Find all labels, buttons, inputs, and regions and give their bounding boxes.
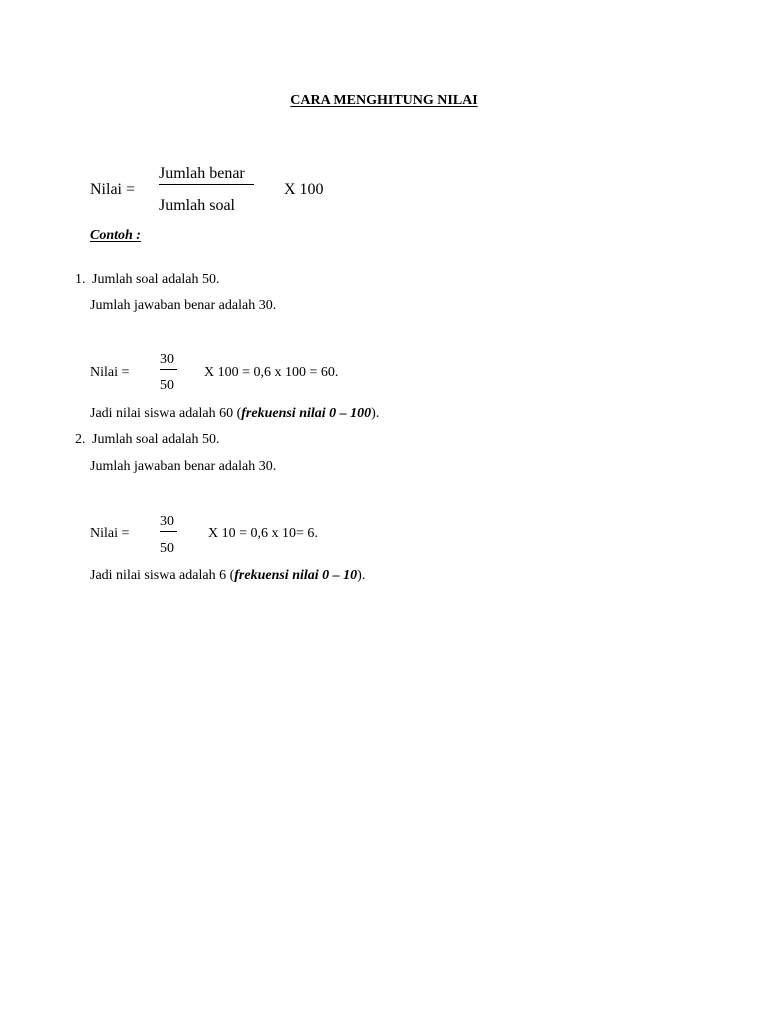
example-1-number: 1. — [75, 272, 86, 287]
example-heading: Contoh : — [90, 228, 141, 243]
formula-numerator: Jumlah benar — [159, 165, 245, 182]
formula-label: Nilai = — [90, 181, 136, 198]
example-2-number: 2. — [75, 432, 86, 447]
example-1-calc-label: Nilai = — [90, 365, 130, 380]
example-1-fraction-bar — [160, 369, 177, 370]
example-2-calc-result: X 10 = 0,6 x 10= 6. — [208, 526, 318, 541]
formula-multiplier: X 100 — [284, 181, 324, 198]
formula-denominator: Jumlah soal — [159, 197, 235, 214]
example-1-frequency: frekuensi nilai 0 – 100 — [241, 406, 372, 421]
example-2-calc-label: Nilai = — [90, 526, 130, 541]
example-2-denominator: 50 — [160, 541, 174, 556]
example-1-line1: Jumlah soal adalah 50. — [92, 272, 220, 287]
example-2-frequency: frekuensi nilai 0 – 10 — [234, 568, 358, 583]
example-1-calc-result: X 100 = 0,6 x 100 = 60. — [204, 365, 339, 380]
example-1-denominator: 50 — [160, 378, 174, 393]
page-title: CARA MENGHITUNG NILAI — [290, 93, 478, 108]
example-1-line2: Jumlah jawaban benar adalah 30. — [90, 298, 277, 313]
formula-fraction-bar — [159, 184, 254, 185]
example-1-numerator: 30 — [160, 352, 174, 367]
example-2-line1: Jumlah soal adalah 50. — [92, 432, 220, 447]
example-1-conclusion: Jadi nilai siswa adalah 60 (frekuensi nilai 0 – 100). — [90, 406, 380, 421]
example-2-conclusion: Jadi nilai siswa adalah 6 (frekuensi nilai 0 – 10). — [90, 568, 366, 583]
example-2-fraction-bar — [160, 531, 177, 532]
example-2-line2: Jumlah jawaban benar adalah 30. — [90, 459, 277, 474]
example-2-numerator: 30 — [160, 514, 174, 529]
